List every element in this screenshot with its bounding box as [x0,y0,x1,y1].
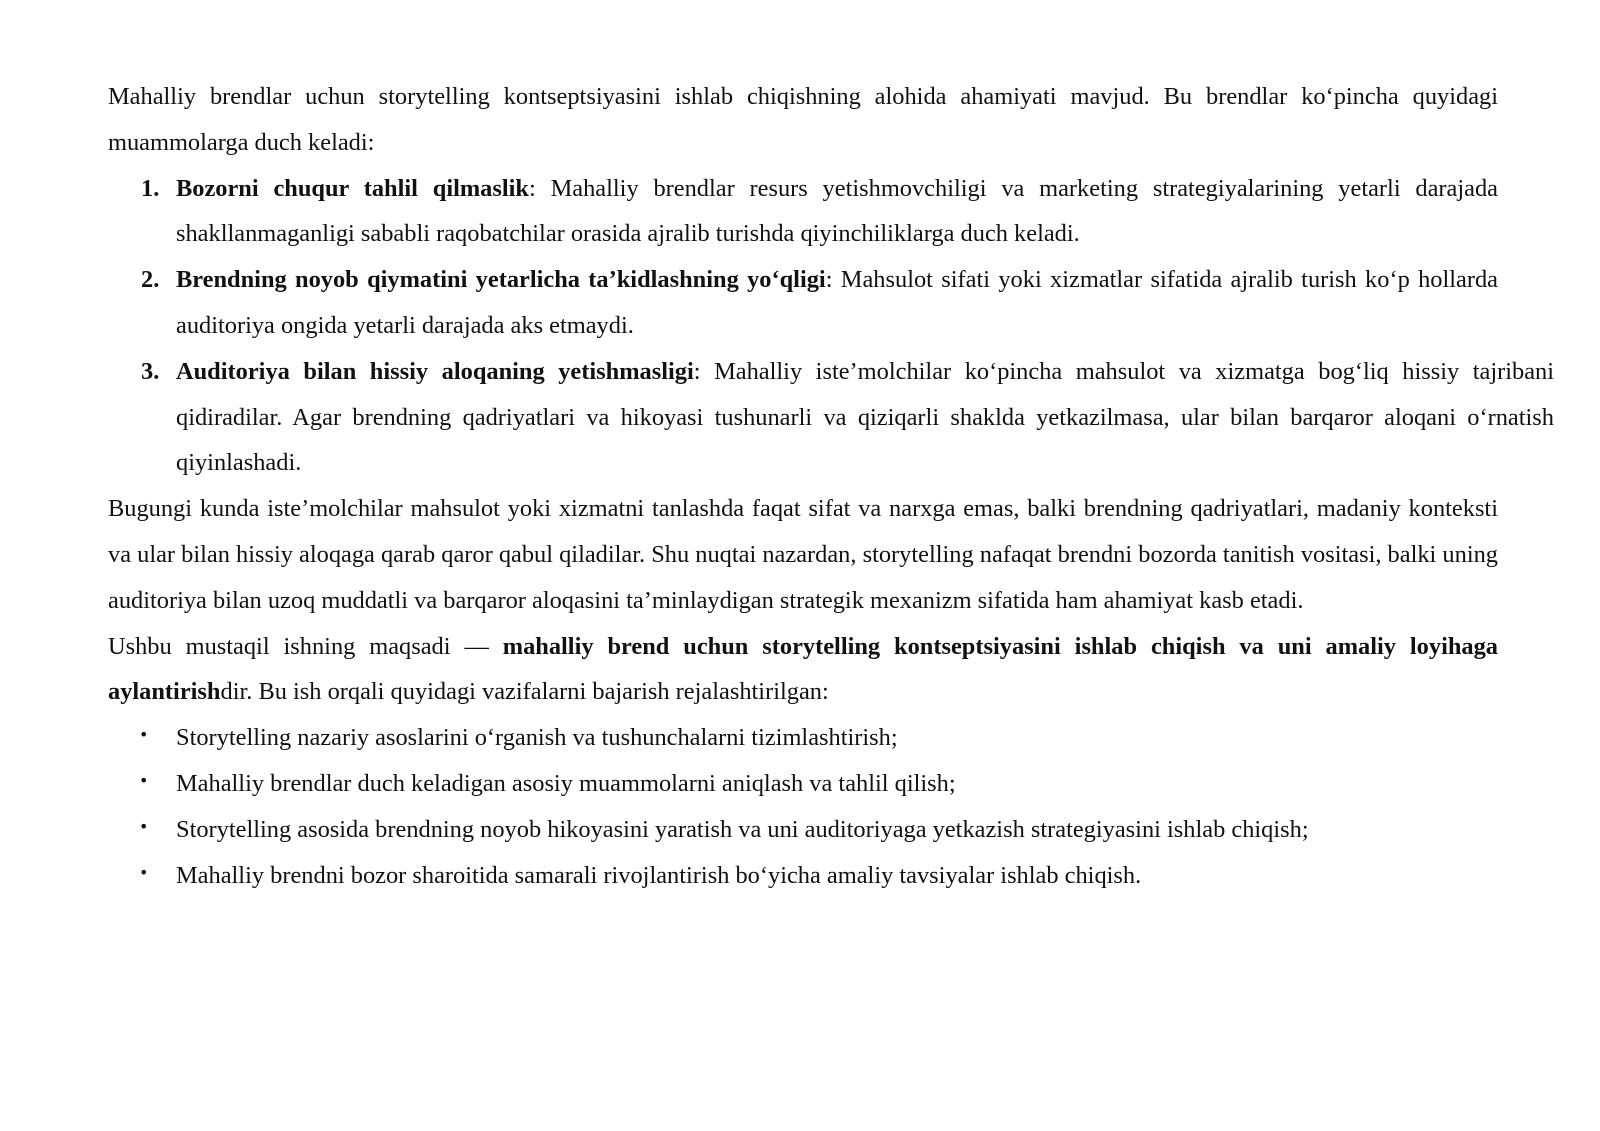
task-item [108,853,1498,899]
bullet-icon: • [139,862,149,882]
list-number: 3. [141,357,160,385]
document-page [108,74,1555,898]
task-item [108,761,1498,807]
task-text: Mahalliy brendlar duch keladigan asosiy muammolarni aniqlash va tahlil qilish; [176,769,956,797]
list-number: 1. [141,174,160,202]
tasks-list [108,715,1498,898]
task-text: Storytelling asosida brendning noyob hikoyasini yaratish va uni auditoriyaga yetkazish strategiyasini ishlab chiqish; [176,815,1309,843]
intro-paragraph: Mahalliy brendlar uchun storytelling kontseptsiyasini ishlab chiqishning alohida ahamiyati mavjud. Bu brendlar ko‘pincha quyidagi muammolarga duch keladi: [108,83,1498,156]
bullet-icon: • [139,816,149,836]
problem-item [108,349,1554,486]
goal-paragraph [108,624,1498,716]
problem-text: : Mahalliy iste’molchilar ko‘pincha mahsulot va xizmatga bog‘liq hissiy tajribani qidiradilar. Agar brendning qadriyatlari va hikoyasi tushunarli va qiziqarli shaklda yetkazilmasa, ular bilan barqaror aloqani o‘rnatish qiyinlashadi. [176,357,1555,477]
task-text: Mahalliy brendni bozor sharoitida samarali rivojlantirish bo‘yicha amaliy tavsiyalar ishlab chiqish. [176,861,1142,889]
context-paragraph: Bugungi kunda iste’molchilar mahsulot yoki xizmatni tanlashda faqat sifat va narxga emas, balki brendning qadriyatlari, madaniy konteksti va ular bilan hissiy aloqaga qarab qaror qabul qiladilar. Shu nuqtai nazardan, storytelling nafaqat brendni bozorda tanitish vositasi, balki uning auditoriya bilan uzoq muddatli va barqaror aloqasini ta’minlaydigan strategik mexanizm sifatida ham ahamiyat kasb etadi. [108,495,1498,614]
goal-prefix: Ushbu mustaqil ishning maqsadi — [108,632,503,660]
problem-item [108,257,1498,349]
bullet-icon: • [139,770,149,790]
task-text: Storytelling nazariy asoslarini o‘rganish va tushunchalarni tizimlashtirish; [176,724,898,752]
problem-text: : Mahsulot sifati yoki xizmatlar sifatida ajralib turish ko‘p hollarda auditoriya ongida yetarli darajada aks etmaydi. [176,266,1498,339]
goal-suffix: dir. Bu ish orqali quyidagi vazifalarni bajarish rejalashtirilgan: [220,678,829,706]
bullet-icon: • [139,725,149,745]
problem-title: Brendning noyob qiymatini yetarlicha ta’kidlashning yo‘qligi [176,266,826,294]
list-number: 2. [141,266,160,294]
problem-text: : Mahalliy brendlar resurs yetishmovchiligi va marketing strategiyalarining yetarli darajada shakllanmaganligi sababli raqobatchilar orasida ajralib turishda qiyinchiliklarga duch keladi. [176,174,1499,248]
task-item [108,807,1498,853]
problem-title: Auditoriya bilan hissiy aloqaning yetishmasligi [176,357,694,385]
problem-title: Bozorni chuqur tahlil qilmaslik [176,174,529,202]
problem-item [108,166,1498,258]
problems-list [108,166,1555,487]
goal-bold: mahalliy brend uchun storytelling kontseptsiyasini ishlab chiqish va uni amaliy loyihaga aylantirish [108,632,1498,706]
task-item [108,715,1498,761]
